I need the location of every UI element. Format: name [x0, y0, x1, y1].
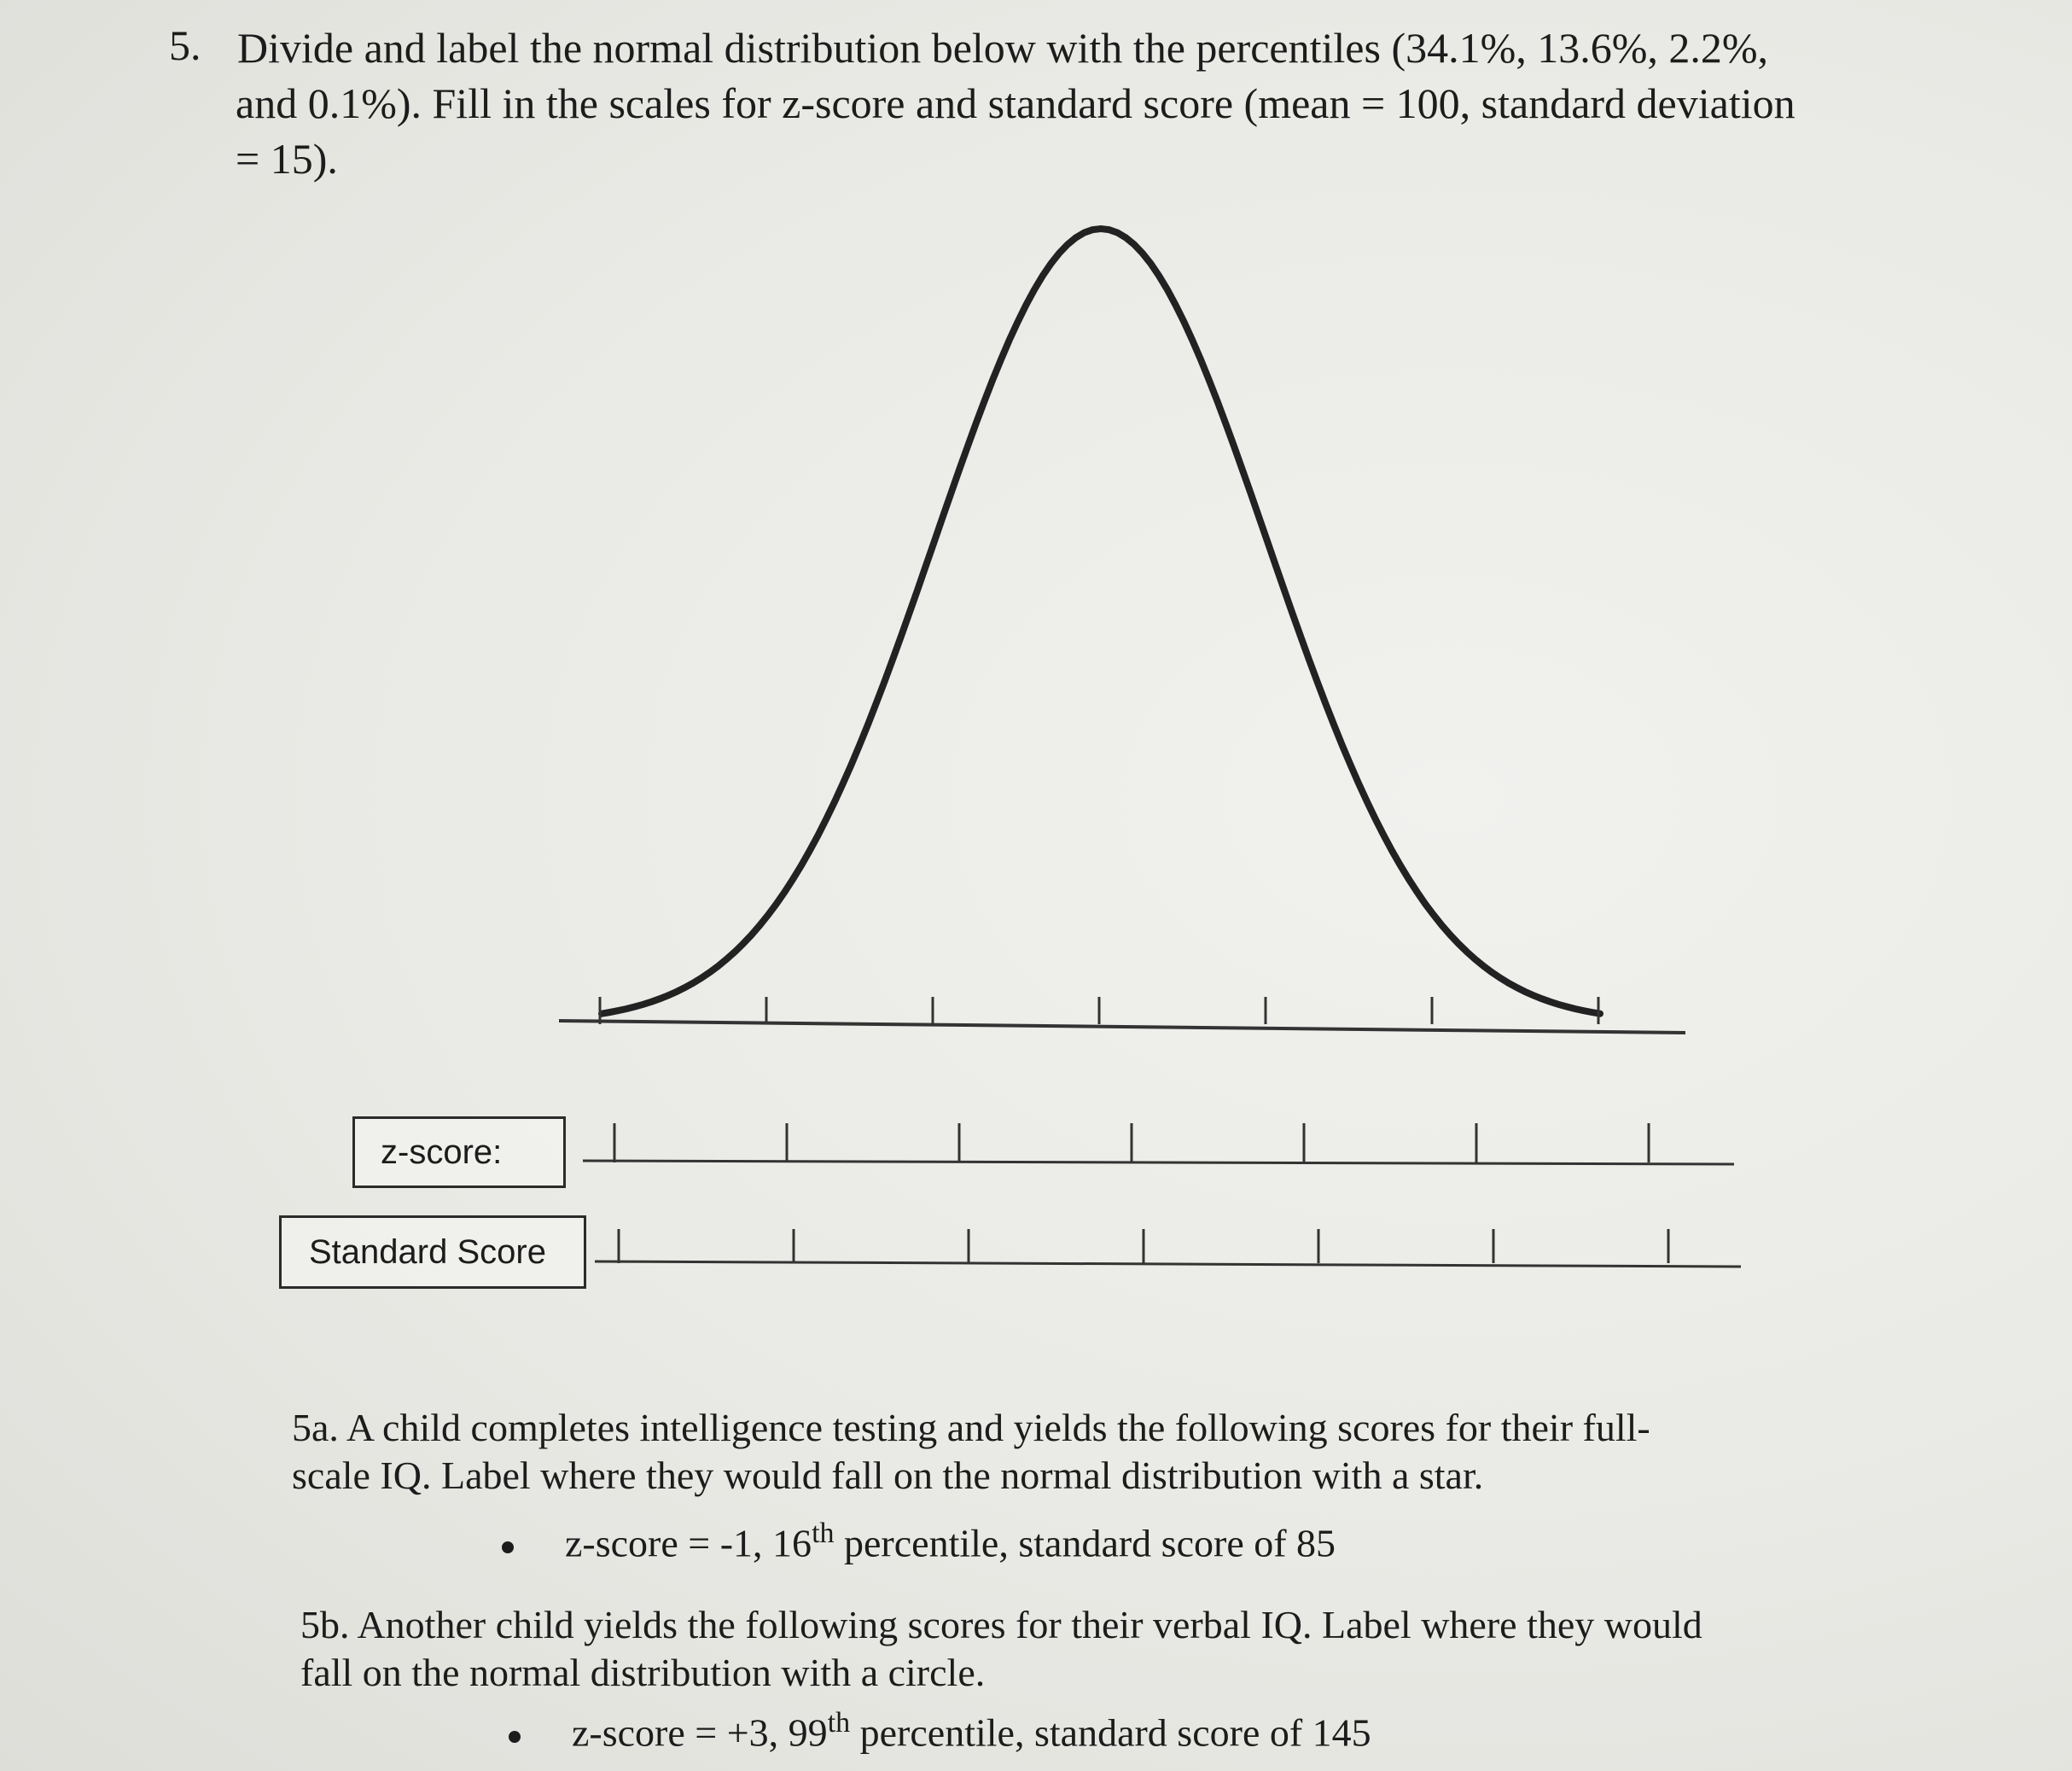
- q5b-bullet-post: percentile, standard score of 145: [850, 1710, 1371, 1755]
- q5a-bullet-post: percentile, standard score of 85: [834, 1521, 1336, 1565]
- curve-ticks: [600, 997, 1598, 1024]
- question-5a-bullet: [502, 1518, 1336, 1565]
- curve-baseline: [559, 1021, 1685, 1033]
- zscore-label-box: [352, 1116, 566, 1188]
- q5a-bullet-sup: th: [812, 1518, 835, 1549]
- question-line-3: = 15).: [236, 135, 338, 183]
- q5a-bullet-pre: z-score = -1, 16: [565, 1521, 812, 1565]
- question-5b-line-1: 5b. Another child yields the following scores for their verbal IQ. Label where they would: [300, 1603, 1702, 1646]
- q5b-bullet-sup: th: [827, 1707, 851, 1739]
- standard-score-label-box: [279, 1215, 586, 1289]
- question-5a-line-2: scale IQ. Label where they would fall on the normal distribution with a star.: [292, 1454, 1484, 1497]
- zscore-axis: [583, 1161, 1734, 1164]
- standard-score-axis: [595, 1261, 1741, 1267]
- zscore-label: z-score:: [381, 1133, 503, 1171]
- question-number: 5.: [169, 21, 201, 69]
- bullet-icon: [509, 1731, 521, 1743]
- question-line-2: and 0.1%). Fill in the scales for z-score and standard score (mean = 100, standard deviation: [236, 79, 1796, 127]
- standard-score-ticks: [619, 1229, 1668, 1263]
- bell-curve: [602, 229, 1600, 1014]
- question-5b-bullet: [509, 1707, 1371, 1755]
- question-5a-line-1: 5a. A child completes intelligence testing and yields the following scores for their full-: [292, 1406, 1650, 1449]
- question-5b: [300, 1601, 1702, 1697]
- question-5a: [292, 1404, 1650, 1500]
- bullet-icon: [502, 1541, 514, 1553]
- question-line-1: Divide and label the normal distribution below with the percentiles (34.1%, 13.6%, 2.2%,: [237, 24, 1769, 72]
- zscore-ticks: [614, 1123, 1649, 1162]
- question-5b-line-2: fall on the normal distribution with a circle.: [300, 1651, 986, 1694]
- q5b-bullet-pre: z-score = +3, 99: [572, 1710, 828, 1755]
- standard-score-label: Standard Score: [309, 1232, 546, 1271]
